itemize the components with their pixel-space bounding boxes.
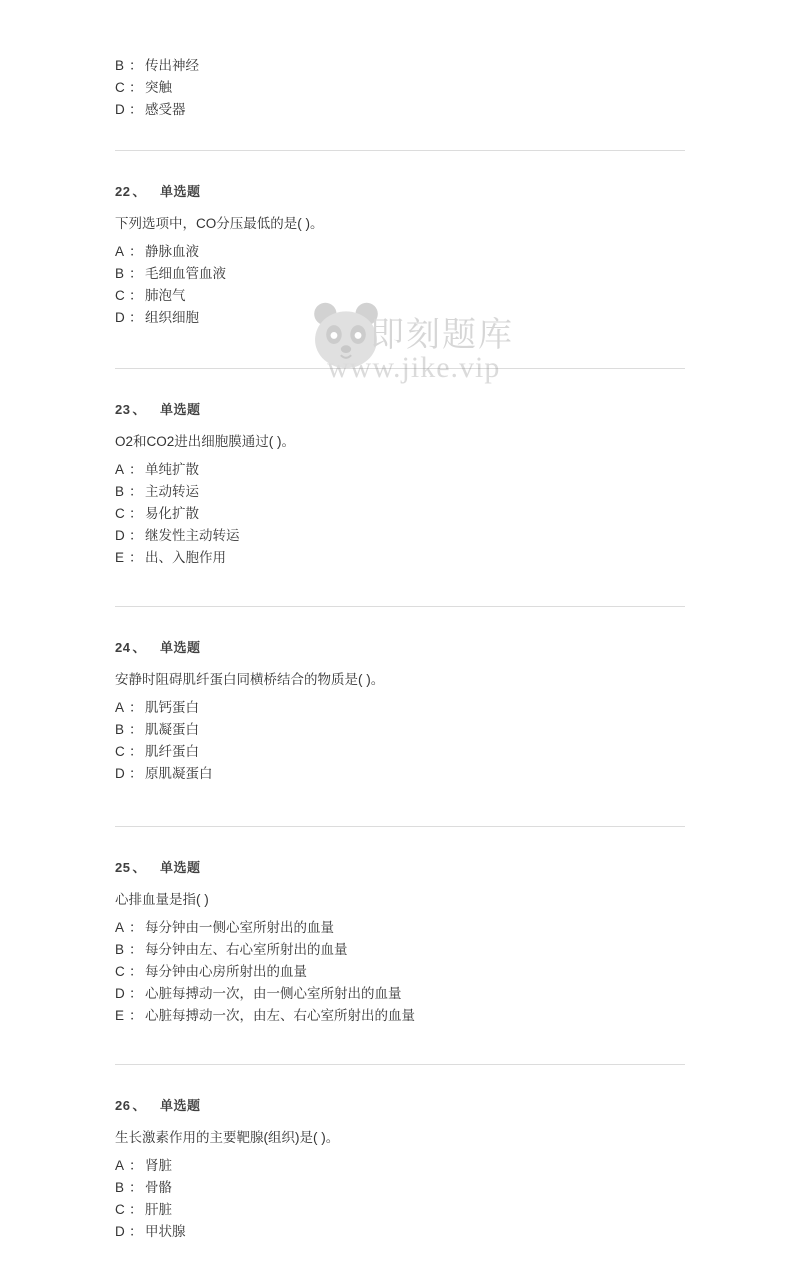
option-colon: ： [129, 266, 143, 281]
option-text: 每分钟由一侧心室所射出的血量 [145, 920, 334, 935]
option-text: 甲状腺 [145, 1224, 186, 1239]
option-key: D [115, 528, 125, 543]
option-row[interactable] [115, 1222, 685, 1242]
question-separator: 、 [132, 1098, 146, 1113]
option-key: A [115, 244, 125, 259]
question-stem: 心排血量是指( ) [115, 892, 209, 907]
option-row[interactable] [115, 940, 685, 960]
option-row[interactable] [115, 460, 685, 480]
option-key: D [115, 766, 125, 781]
question-block-26 [115, 1095, 685, 1262]
option-key: D [115, 986, 125, 1001]
previous-question-options [115, 0, 685, 120]
question-stem: O2和CO2进出细胞膜通过( )。 [115, 434, 296, 449]
option-row [115, 56, 685, 76]
question-type: 单选题 [159, 1098, 201, 1113]
question-number: 24 [115, 640, 131, 655]
option-colon: ： [129, 766, 143, 781]
option-colon: ： [129, 550, 143, 565]
option-key: B [115, 1180, 125, 1195]
option-colon: ： [129, 942, 143, 957]
option-colon: ： [129, 700, 143, 715]
watermark-main-text: 即刻题库 [370, 315, 514, 355]
question-stem: 下列选项中，CO分压最低的是( )。 [115, 216, 324, 231]
option-key: C [115, 80, 125, 95]
option-row[interactable] [115, 984, 685, 1004]
question-block-24 [115, 637, 685, 804]
question-type: 单选题 [159, 640, 201, 655]
option-row[interactable] [115, 742, 685, 762]
option-key: E [115, 1008, 125, 1023]
option-row[interactable] [115, 526, 685, 546]
option-colon: ： [129, 744, 143, 759]
question-stem: 生长激素作用的主要靶腺(组织)是( )。 [115, 1130, 340, 1145]
question-separator: 、 [132, 640, 146, 655]
option-row[interactable] [115, 504, 685, 524]
question-header [115, 181, 685, 200]
option-text: 感受器 [145, 102, 186, 117]
option-colon: ： [129, 1158, 143, 1173]
question-stem: 安静时阻碍肌纤蛋白同横桥结合的物质是( )。 [115, 672, 385, 687]
option-text: 原肌凝蛋白 [145, 766, 213, 781]
option-key: C [115, 744, 125, 759]
option-key: C [115, 288, 125, 303]
option-text: 肌纤蛋白 [145, 744, 199, 759]
option-row[interactable] [115, 962, 685, 982]
question-header [115, 1095, 685, 1114]
option-text: 骨骼 [145, 1180, 172, 1195]
option-text: 肝脏 [145, 1202, 172, 1217]
question-type: 单选题 [159, 184, 201, 199]
option-colon: ： [129, 58, 143, 73]
option-row[interactable] [115, 1156, 685, 1176]
option-row[interactable] [115, 698, 685, 718]
option-key: A [115, 1158, 125, 1173]
option-text: 每分钟由心房所射出的血量 [145, 964, 307, 979]
option-row[interactable] [115, 918, 685, 938]
option-key: B [115, 266, 125, 281]
watermark-sub-text: www.jike.vip [327, 351, 501, 384]
option-row[interactable] [115, 548, 685, 568]
option-row[interactable] [115, 720, 685, 740]
option-key: B [115, 942, 125, 957]
option-row [115, 78, 685, 98]
option-key: C [115, 964, 125, 979]
option-row[interactable] [115, 1200, 685, 1220]
option-colon: ： [129, 528, 143, 543]
question-type: 单选题 [159, 402, 201, 417]
option-row [115, 100, 685, 120]
option-colon: ： [129, 722, 143, 737]
option-colon: ： [129, 102, 143, 117]
question-number: 26 [115, 1098, 131, 1113]
option-key: A [115, 462, 125, 477]
option-text: 突触 [145, 80, 172, 95]
option-row[interactable] [115, 1178, 685, 1198]
question-type: 单选题 [159, 860, 201, 875]
option-key: E [115, 550, 125, 565]
option-key: A [115, 700, 125, 715]
option-key: A [115, 920, 125, 935]
option-text: 继发性主动转运 [145, 528, 240, 543]
option-key: C [115, 506, 125, 521]
option-text: 出、入胞作用 [145, 550, 226, 565]
question-number: 25 [115, 860, 131, 875]
option-row[interactable] [115, 482, 685, 502]
option-text: 肌钙蛋白 [145, 700, 199, 715]
question-block-22 [115, 181, 685, 348]
question-header [115, 637, 685, 656]
option-key: B [115, 722, 125, 737]
option-colon: ： [129, 288, 143, 303]
exam-sheet [115, 0, 685, 1239]
question-header [115, 857, 685, 876]
option-text: 单纯扩散 [145, 462, 199, 477]
option-text: 组织细胞 [145, 310, 199, 325]
option-colon: ： [129, 986, 143, 1001]
option-key: D [115, 102, 125, 117]
option-text: 肾脏 [145, 1158, 172, 1173]
question-number: 23 [115, 402, 131, 417]
question-block-25 [115, 857, 685, 1046]
option-text: 易化扩散 [145, 506, 199, 521]
option-text: 心脏每搏动一次，由一侧心室所射出的血量 [145, 986, 402, 1001]
option-colon: ： [129, 484, 143, 499]
option-text: 主动转运 [145, 484, 199, 499]
option-row[interactable] [115, 1006, 685, 1026]
question-separator: 、 [132, 402, 146, 417]
option-colon: ： [129, 462, 143, 477]
option-colon: ： [129, 1224, 143, 1239]
option-colon: ： [129, 506, 143, 521]
option-colon: ： [129, 310, 143, 325]
option-row[interactable] [115, 764, 685, 784]
option-colon: ： [129, 1202, 143, 1217]
option-row[interactable] [115, 286, 685, 306]
option-row[interactable] [115, 308, 685, 328]
question-block-23 [115, 399, 685, 588]
question-separator: 、 [132, 184, 146, 199]
option-text: 心脏每搏动一次，由左、右心室所射出的血量 [145, 1008, 415, 1023]
option-text: 肌凝蛋白 [145, 722, 199, 737]
question-separator: 、 [132, 860, 146, 875]
option-text: 静脉血液 [145, 244, 199, 259]
option-text: 每分钟由左、右心室所射出的血量 [145, 942, 348, 957]
option-colon: ： [129, 80, 143, 95]
option-colon: ： [129, 1180, 143, 1195]
option-colon: ： [129, 1008, 143, 1023]
option-key: C [115, 1202, 125, 1217]
option-key: D [115, 310, 125, 325]
question-number: 22 [115, 184, 131, 199]
option-key: B [115, 58, 125, 73]
option-row[interactable] [115, 242, 685, 262]
option-text: 毛细血管血液 [145, 266, 226, 281]
option-text: 传出神经 [145, 58, 199, 73]
option-text: 肺泡气 [145, 288, 186, 303]
option-colon: ： [129, 964, 143, 979]
option-key: D [115, 1224, 125, 1239]
option-colon: ： [129, 244, 143, 259]
question-header [115, 399, 685, 418]
option-colon: ： [129, 920, 143, 935]
option-key: B [115, 484, 125, 499]
option-row[interactable] [115, 264, 685, 284]
